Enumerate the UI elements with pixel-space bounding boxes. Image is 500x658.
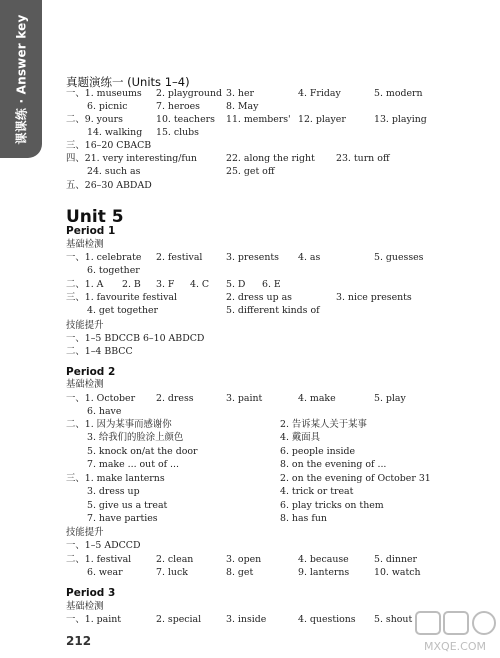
answer-item: 24. such as [87, 166, 141, 177]
answer-item: 15. clubs [156, 127, 199, 138]
answer-item: 7. heroes [156, 101, 200, 112]
answer-item: 14. walking [87, 127, 143, 138]
watermark-url: MXQE.COM [424, 640, 486, 653]
answer-item: 11. members' [226, 114, 291, 125]
answer-item: 5. knock on/at the door [87, 446, 198, 457]
answer-item: 二、1–4 BBCC [66, 346, 133, 357]
answer-item: 5. D [226, 279, 246, 290]
answer-item: 22. along the right [226, 153, 315, 164]
answer-item: 2. dress up as [226, 292, 292, 303]
answer-item: 7. have parties [87, 513, 158, 524]
answer-item: 2. on the evening of October 31 [280, 473, 431, 484]
answer-item: 二、9. yours [66, 114, 123, 125]
answer-item: 3. nice presents [336, 292, 412, 303]
answer-item: 三、16–20 CBACB [66, 140, 152, 151]
answer-item: 三、1. make lanterns [66, 473, 165, 484]
answer-item: 一、1. paint [66, 614, 122, 625]
answer-item: 13. playing [374, 114, 427, 125]
answer-item: 4. make [298, 393, 336, 404]
answer-item: 8. May [226, 101, 259, 112]
answer-item: 7. make ... out of ... [87, 459, 179, 470]
answer-item: 5. play [374, 393, 406, 404]
answer-item: 一、1. museums [66, 88, 142, 99]
answer-item: 3. paint [226, 393, 263, 404]
answer-item: 2. 告诉某人关于某事 [280, 419, 367, 430]
answer-item: 25. get off [226, 166, 275, 177]
answer-item: 8. get [226, 567, 254, 578]
answer-item: 3. inside [226, 614, 267, 625]
answer-item: 4. because [298, 554, 349, 565]
answer-item: 3. presents [226, 252, 279, 263]
answer-item: 三、1. favourite festival [66, 292, 177, 303]
answer-item: 5. dinner [374, 554, 418, 565]
answer-item: 五、26–30 ABDAD [66, 180, 152, 191]
answer-item: 一、1. celebrate [66, 252, 142, 263]
unit-title: Unit 5 [66, 207, 124, 227]
answer-item: 7. luck [156, 567, 188, 578]
answer-item: 5. modern [374, 88, 423, 99]
answer-item: 基础检测 [66, 379, 104, 390]
answer-item: 6. have [87, 406, 122, 417]
watermark-logo [412, 606, 498, 656]
period-heading: Period 2 [66, 366, 116, 378]
answer-item: 一、1–5 ADCCD [66, 540, 141, 551]
answer-item: 2. B [122, 279, 141, 290]
period-heading: Period 3 [66, 587, 116, 599]
answer-item: 5. shout [374, 614, 413, 625]
answer-item: 4. as [298, 252, 321, 263]
answer-item: 2. festival [156, 252, 203, 263]
answer-item: 2. special [156, 614, 202, 625]
answer-item: 8. on the evening of ... [280, 459, 387, 470]
answer-item: 3. her [226, 88, 254, 99]
answer-item: 基础检测 [66, 239, 104, 250]
answer-item: 4. questions [298, 614, 356, 625]
answer-item: 6. play tricks on them [280, 500, 384, 511]
answer-item: 二、1. 因为某事而感谢你 [66, 419, 172, 430]
answer-item: 二、1. A [66, 279, 104, 290]
answer-item: 一、1. October [66, 393, 136, 404]
answer-item: 10. teachers [156, 114, 215, 125]
answer-item: 二、1. festival [66, 554, 132, 565]
answer-item: 四、21. very interesting/fun [66, 153, 197, 164]
answer-item: 6. wear [87, 567, 123, 578]
answer-item: 4. get together [87, 305, 159, 316]
answer-item: 9. lanterns [298, 567, 350, 578]
answer-item: 2. dress [156, 393, 194, 404]
answer-item: 基础检测 [66, 601, 104, 612]
answer-item: 4. 戴面具 [280, 432, 321, 443]
answer-item: 2. playground [156, 88, 223, 99]
answer-item: 6. together [87, 265, 140, 276]
answer-item: 5. guesses [374, 252, 424, 263]
answer-item: 3. F [156, 279, 175, 290]
answer-item: 6. picnic [87, 101, 128, 112]
answer-item: 5. different kinds of [226, 305, 320, 316]
section-title: 真题演练一 (Units 1–4) [66, 75, 190, 89]
answer-item: 2. clean [156, 554, 194, 565]
answer-item: 5. give us a treat [87, 500, 168, 511]
answer-item: 4. C [190, 279, 210, 290]
answer-item: 3. open [226, 554, 262, 565]
answer-item: 4. Friday [298, 88, 341, 99]
answer-item: 一、1–5 BDCCB 6–10 ABDCD [66, 333, 205, 344]
answer-item: 12. player [298, 114, 346, 125]
answer-item: 技能提升 [66, 320, 104, 331]
answer-item: 23. turn off [336, 153, 390, 164]
answer-item: 4. trick or treat [280, 486, 354, 497]
period-heading: Period 1 [66, 225, 116, 237]
answer-item: 10. watch [374, 567, 421, 578]
page-number: 212 [66, 634, 92, 648]
answer-item: 6. E [262, 279, 281, 290]
answer-item: 6. people inside [280, 446, 356, 457]
answer-item: 3. 给我们的脸涂上颜色 [87, 432, 184, 443]
side-tab-label: 课课练 · Answer key [14, 13, 29, 145]
answer-item: 技能提升 [66, 527, 104, 538]
answer-item: 8. has fun [280, 513, 327, 524]
answer-item: 3. dress up [87, 486, 140, 497]
